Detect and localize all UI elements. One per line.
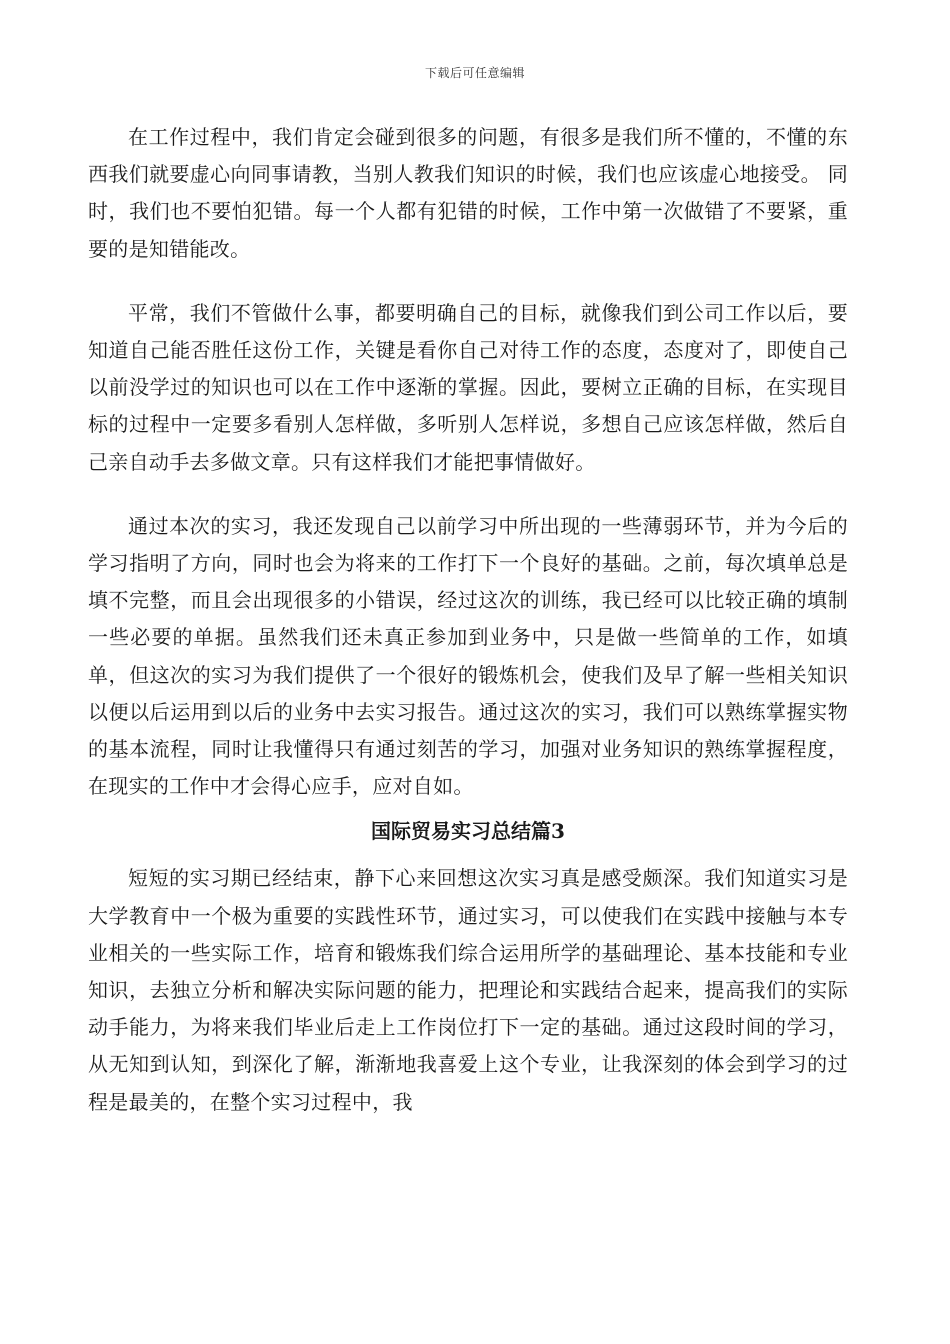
paragraph-weaknesses: 通过本次的实习，我还发现自己以前学习中所出现的一些薄弱环节，并为今后的学习指明了方向，同时也会为将来的工作打下一个良好的基础。之前，每次填单总是填不完整，而且会出现很多的小错误，经过这次的训练，我已经可以比较正确的填制一些必要的单据。虽然我们还未真正参加到业务中，只是做一些简单的工作，如填单，但这次的实习为我们提供了一个很好的锻炼机会，使我们及早了解一些相关知识以便以后运用到以后的业务中去实习报告。通过这次的实习，我们可以熟练掌握实物的基本流程，同时让我懂得只有通过刻苦的学习，加强对业务知识的熟练掌握程度，在现实的工作中才会得心应手，应对自如。 <box>88 513 848 799</box>
running-header: 下载后可任意编辑 <box>424 66 525 80</box>
paragraph-internship-reflection: 短短的实习期已经结束，静下心来回想这次实习真是感受颇深。我们知道实习是大学教育中一个极为重要的实践性环节，通过实习，可以使我们在实践中接触与本专业相关的一些实际工作，培育和锻炼我们综合运用所学的基础理论、基本技能和专业知识，去独立分析和解决实际问题的能力，把理论和实践结合起来，提高我们的实际动手能力，为将来我们毕业后走上工作岗位打下一定的基础。通过这段时间的学习，从无知到认知，到深化了解，渐渐地我喜爱上这个专业，让我深刻的体会到学习的过程是最美的，在整个实习过程中，我 <box>88 866 848 1114</box>
paragraph-gap <box>88 268 848 295</box>
document-body <box>88 119 848 1121</box>
paragraph-gap <box>88 481 848 508</box>
paragraph-mistakes: 在工作过程中，我们肯定会碰到很多的问题，有很多是我们所不懂的，不懂的东西我们就要虚心向同事请教，当别人教我们知识的时候，我们也应该虚心地接受。 同时，我们也不要怕犯错。每一个人都有犯错的时候，工作中第一次做错了不要紧，重要的是知错能改。 <box>88 125 848 261</box>
section-title: 国际贸易实习总结篇3 <box>371 819 565 844</box>
paragraph-goals: 平常，我们不管做什么事，都要明确自己的目标，就像我们到公司工作以后，要知道自己能否胜任这份工作，关键是看你自己对待工作的态度，态度对了，即使自己以前没学过的知识也可以在工作中逐渐的掌握。因此，要树立正确的目标，在实现目标的过程中一定要多看别人怎样做，多听别人怎样说，多想自己应该怎样做，然后自己亲自动手去多做文章。只有这样我们才能把事情做好。 <box>88 300 848 474</box>
